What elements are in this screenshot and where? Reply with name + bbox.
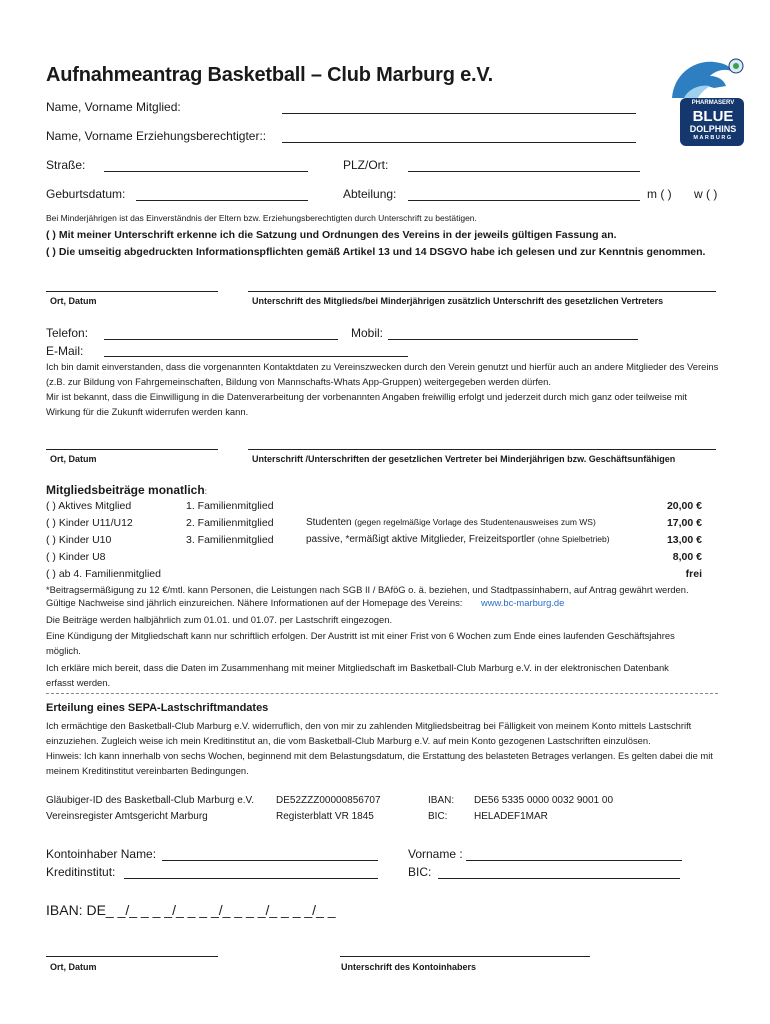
fees-text-2-body: Gültige Nachweise sind jährlich einzureichen. Nähere Informationen auf der Homepage des Vereins: bbox=[46, 597, 463, 608]
sepa-heading: Erteilung eines SEPA-Lastschriftmandates bbox=[46, 702, 269, 714]
fee-note bbox=[306, 534, 610, 545]
minor-note: Bei Minderjährigen ist das Einverständnis der Eltern bzw. Erziehungsberechtigten durch Unterschrift zu bestätigen. bbox=[46, 213, 477, 223]
fee-category-checkbox[interactable]: ( ) Kinder U10 bbox=[46, 534, 112, 546]
fee-note-text: passive, *ermäßigt aktive Mitglieder, Freizeitsportler bbox=[306, 534, 538, 545]
contact-revoke-text: Mir ist bekannt, dass die Einwilligung in die Datenverarbeitung der vorbenannten Angaben freiwillig erfolgt und jederzeit durch mich ganz oder teilweise mit Wirkung für die Zukunft widerrufen werden kann. bbox=[46, 391, 687, 418]
zip-city-label: PLZ/Ort: bbox=[343, 158, 389, 172]
fees-text-4: Eine Kündigung der Mitgliedschaft kann nur schriftlich erfolgen. Der Austritt ist mit einer Frist von 6 Wochen zum Ende eines laufenden Geschäftsjahres möglich. bbox=[46, 630, 675, 657]
mobile-label: Mobil: bbox=[351, 326, 384, 340]
email-input-line[interactable] bbox=[104, 356, 408, 357]
iban-input-field[interactable]: IBAN: DE_ _/_ _ _ _/_ _ _ _/_ _ _ _/_ _ _ _/_ _ bbox=[46, 902, 336, 918]
club-logo bbox=[664, 54, 748, 148]
account-holder-input-line[interactable] bbox=[162, 860, 378, 861]
zip-city-input-line[interactable] bbox=[408, 171, 640, 172]
logo-line4: MARBURG bbox=[693, 135, 733, 141]
fees-text-5: Ich erkläre mich bereit, dass die Daten im Zusammenhang mit meiner Mitgliedschaft im Basketball-Club Marburg e.V. in der elektronischen Datenbank erfasst werden. bbox=[46, 662, 669, 689]
gender-w-checkbox[interactable]: w ( ) bbox=[694, 187, 718, 201]
fee-family-member: 3. Familienmitglied bbox=[186, 534, 274, 546]
mobile-input-line[interactable] bbox=[388, 339, 638, 340]
fee-category-checkbox[interactable]: ( ) ab 4. Familienmitglied bbox=[46, 568, 161, 580]
sepa-text-2: Hinweis: Ich kann innerhalb von sechs Wochen, beginnend mit dem Belastungsdatum, die Erstattung des belasteten Betrages verlangen. Es gelten dabei die mit meinem Kreditinstitut vereinbarten Bedingungen. bbox=[46, 750, 713, 777]
bic-input-line[interactable] bbox=[438, 878, 680, 879]
form-title: Aufnahmeantrag Basketball – Club Marburg e.V. bbox=[46, 64, 494, 86]
signature-label-2: Unterschrift /Unterschriften der gesetzlichen Vertreter bei Minderjährigen bzw. Geschäftsunfähigen bbox=[252, 454, 676, 464]
guardian-label: Name, Vorname Erziehungsberechtigter:: bbox=[46, 129, 267, 143]
place-date-label-1: Ort, Datum bbox=[50, 296, 97, 306]
department-label: Abteilung: bbox=[343, 187, 397, 201]
register-value: Registerblatt VR 1845 bbox=[276, 811, 374, 822]
fee-price: frei bbox=[685, 568, 702, 580]
fee-category-checkbox[interactable]: ( ) Kinder U11/U12 bbox=[46, 517, 133, 529]
club-iban-label: IBAN: bbox=[428, 795, 455, 806]
contact-consent-text: Ich bin damit einverstanden, dass die vorgenannten Kontaktdaten zu Vereinszwecken durch den Verein genutzt und hierfür auch an andere Mitglieder des Vereins (z.B. zur Bildung von Fahrgemeinschaften, Bildung von Mannschafts-Whats App-Gruppen) weitergegeben werden dürfen. bbox=[46, 361, 719, 388]
department-input-line[interactable] bbox=[408, 200, 640, 201]
fee-category-checkbox[interactable]: ( ) Aktives Mitglied bbox=[46, 500, 132, 512]
street-label: Straße: bbox=[46, 158, 86, 172]
fee-note bbox=[306, 517, 596, 528]
fee-family-member: 1. Familienmitglied bbox=[186, 500, 274, 512]
fees-text-3: Die Beiträge werden halbjährlich zum 01.01. und 01.07. per Lastschrift eingezogen. bbox=[46, 614, 393, 625]
bank-input-line[interactable] bbox=[124, 878, 378, 879]
fee-price: 17,00 € bbox=[666, 517, 702, 529]
name-input-line[interactable] bbox=[282, 113, 636, 114]
signature-label-1: Unterschrift des Mitglieds/bei Minderjährigen zusätzlich Unterschrift des gesetzlichen Vertreters bbox=[252, 296, 664, 306]
logo-line1: PHARMASERV bbox=[691, 100, 735, 106]
fee-category-checkbox[interactable]: ( ) Kinder U8 bbox=[46, 551, 106, 563]
fee-price: 20,00 € bbox=[666, 500, 702, 512]
club-iban-value: DE56 5335 0000 0032 9001 00 bbox=[474, 795, 614, 806]
phone-input-line[interactable] bbox=[104, 339, 338, 340]
gender-m-checkbox[interactable]: m ( ) bbox=[647, 187, 672, 201]
fee-note-small: (ohne Spielbetrieb) bbox=[537, 534, 610, 544]
firstname-input-line[interactable] bbox=[466, 860, 682, 861]
birthdate-input-line[interactable] bbox=[136, 200, 308, 201]
fee-price: 8,00 € bbox=[672, 551, 702, 563]
fees-text-1: *Beitragsermäßigung zu 12 €/mtl. kann Personen, die Leistungen nach SGB II / BAföG o. ä. beziehen, und Stadtpassinhabern, auf Antrag gewährt werden. bbox=[46, 584, 689, 595]
fees-heading-colon: : bbox=[204, 487, 207, 496]
phone-label: Telefon: bbox=[46, 326, 89, 340]
guardian-input-line[interactable] bbox=[282, 142, 636, 143]
account-holder-label: Kontoinhaber Name: bbox=[46, 847, 157, 861]
fees-heading bbox=[46, 483, 207, 497]
logo-line3: DOLPHINS bbox=[689, 124, 737, 134]
place-date-label-3: Ort, Datum bbox=[50, 962, 97, 972]
signature-line-2[interactable] bbox=[248, 449, 716, 450]
street-input-line[interactable] bbox=[104, 171, 308, 172]
place-date-line-2[interactable] bbox=[46, 449, 218, 450]
signature-line-1[interactable] bbox=[248, 291, 716, 292]
creditor-id: DE52ZZZ00000856707 bbox=[276, 795, 381, 806]
sepa-text-1: Ich ermächtige den Basketball-Club Marburg e.V. widerruflich, den von mir zu zahlenden Mitgliedsbeitrag bei Fälligkeit von meinem Konto mittels Lastschrift einzuziehen. Zugleich weise ich mein Kreditinstitut an, die vom Basketball-Club Marburg e.V. auf mein Konto gezogenen Lastschriften einzulösen. bbox=[46, 720, 692, 747]
place-date-line-1[interactable] bbox=[46, 291, 218, 292]
club-website-link[interactable]: www.bc-marburg.de bbox=[481, 597, 565, 608]
privacy-checkbox[interactable]: ( ) Die umseitig abgedruckten Informationspflichten gemäß Artikel 13 und 14 DSGVO habe ich gelesen und zur Kenntnis genommen. bbox=[46, 246, 706, 258]
email-label: E-Mail: bbox=[46, 344, 84, 358]
bank-label: Kreditinstitut: bbox=[46, 865, 116, 879]
fee-note-text: Studenten bbox=[306, 517, 355, 528]
statute-checkbox[interactable]: ( ) Mit meiner Unterschrift erkenne ich die Satzung und Ordnungen des Vereins in der jeweils gültigen Fassung an. bbox=[46, 229, 617, 241]
firstname-label: Vorname : bbox=[408, 847, 463, 861]
signature-label-3: Unterschrift des Kontoinhabers bbox=[341, 962, 477, 972]
section-divider bbox=[46, 693, 718, 694]
creditor-label: Gläubiger-ID des Basketball-Club Marburg e.V. bbox=[46, 795, 255, 806]
signature-line-3[interactable] bbox=[340, 956, 590, 957]
birthdate-label: Geburtsdatum: bbox=[46, 187, 126, 201]
fees-heading-text: Mitgliedsbeiträge monatlich bbox=[46, 483, 205, 497]
fee-note-small: (gegen regelmäßige Vorlage des Studentenausweises zum WS) bbox=[354, 517, 596, 527]
place-date-line-3[interactable] bbox=[46, 956, 218, 957]
fee-family-member: 2. Familienmitglied bbox=[186, 517, 274, 529]
fee-price: 13,00 € bbox=[666, 534, 702, 546]
logo-line2: BLUE bbox=[692, 108, 734, 125]
bic-field-label: BIC: bbox=[408, 865, 432, 879]
club-bic-value: HELADEF1MAR bbox=[474, 811, 548, 822]
fees-text-2 bbox=[46, 597, 564, 608]
club-bic-label: BIC: bbox=[428, 811, 448, 822]
place-date-label-2: Ort, Datum bbox=[50, 454, 97, 464]
register-label: Vereinsregister Amtsgericht Marburg bbox=[46, 811, 208, 822]
name-label: Name, Vorname Mitglied: bbox=[46, 100, 181, 114]
